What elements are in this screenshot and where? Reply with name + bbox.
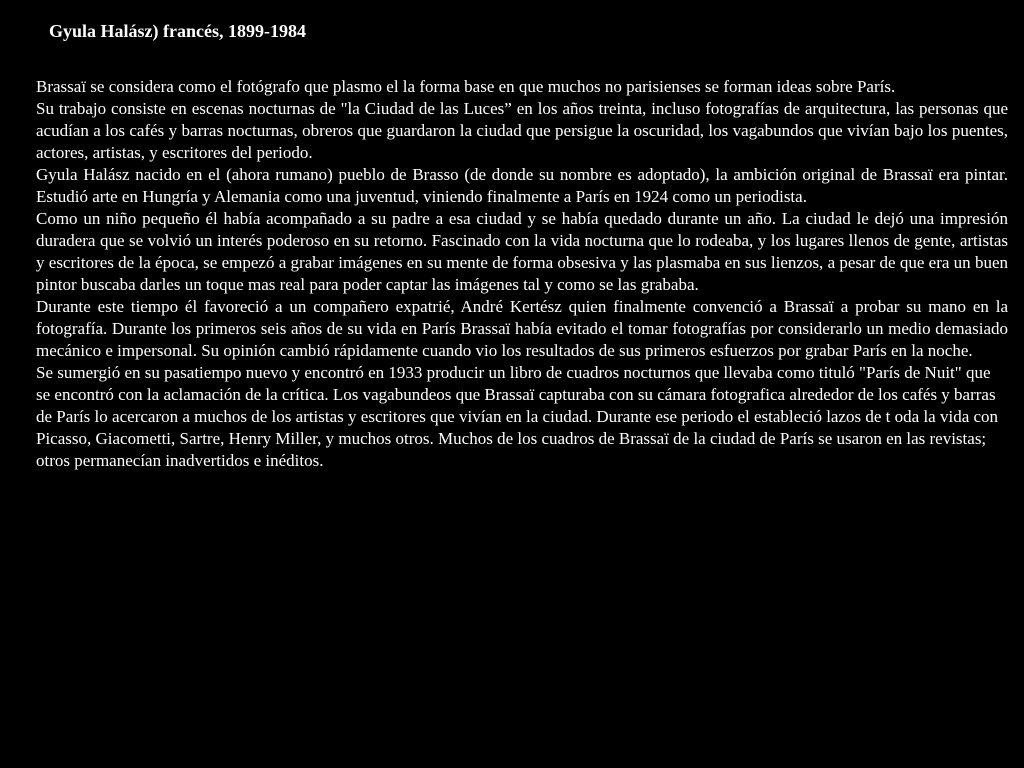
paragraph-intro: Brassaï se considera como el fotógrafo que plasmo el la forma base en que muchos no parisienses se forman ideas sobre París. <box>36 77 896 96</box>
paragraph-work: Su trabajo consiste en escenas nocturnas de "la Ciudad de las Luces” en los años treinta, incluso fotografías de arquitectura, las personas que acudían a los cafés y barras nocturnas, obreros que guardaron la ciudad que persigue la oscuridad, los vagabundos que vivían bajo los puentes, actores, artistas, y escritores del periodo. <box>36 99 1008 162</box>
paragraph-kertesz: Durante este tiempo él favoreció a un compañero expatrié, André Kertész quien finalmente convenció a Brassaï a probar su mano en la fotografía. Durante los primeros seis años de su vida en París Brassaï había evitado el tomar fotografías por considerarlo un medio demasiado mecánico e impersonal. Su opinión cambió rápidamente cuando vio los resultados de sus primeros esfuerzos por grabar París en la noche. <box>36 297 1008 360</box>
slide-body <box>36 76 1008 472</box>
slide-title: Gyula Halász) francés, 1899-1984 <box>49 21 306 41</box>
paragraph-childhood: Como un niño pequeño él había acompañado a su padre a esa ciudad y se había quedado durante un año. La ciudad le dejó una impresión duradera que se volvió un interés poderoso en su retorno. Fascinado con la vida nocturna que lo rodeaba, y los lugares llenos de gente, artistas y escritores de la época, se empezó a grabar imágenes en su mente de forma obsesiva y las plasmaba en sus lienzos, a pesar de que era un buen pintor buscaba darles un toque mas real para poder captar las imágenes tal y como se las grababa. <box>36 209 1008 294</box>
paragraph-paris-de-nuit: Se sumergió en su pasatiempo nuevo y encontró en 1933 producir un libro de cuadros nocturnos que llevaba como tituló "París de Nuit" que se encontró con la aclamación de la crítica. Los vagabundeos que Brassaï capturaba con su cámara fotografica alrededor de los cafés y barras de París lo acercaron a muchos de los artistas y escritores que vivían en la ciudad. Durante ese periodo el estableció lazos de t oda la vida con Picasso, Giacometti, Sartre, Henry Miller, y muchos otros. Muchos de los cuadros de Brassaï de la ciudad de París se usaron en las revistas; otros permanecían inadvertidos e inéditos. <box>36 363 999 470</box>
paragraph-origin: Gyula Halász nacido en el (ahora rumano) pueblo de Brasso (de donde su nombre es adoptado), la ambición original de Brassaï era pintar. Estudió arte en Hungría y Alemania como una juventud, viniendo finalmente a París en 1924 como un periodista. <box>36 165 1008 206</box>
